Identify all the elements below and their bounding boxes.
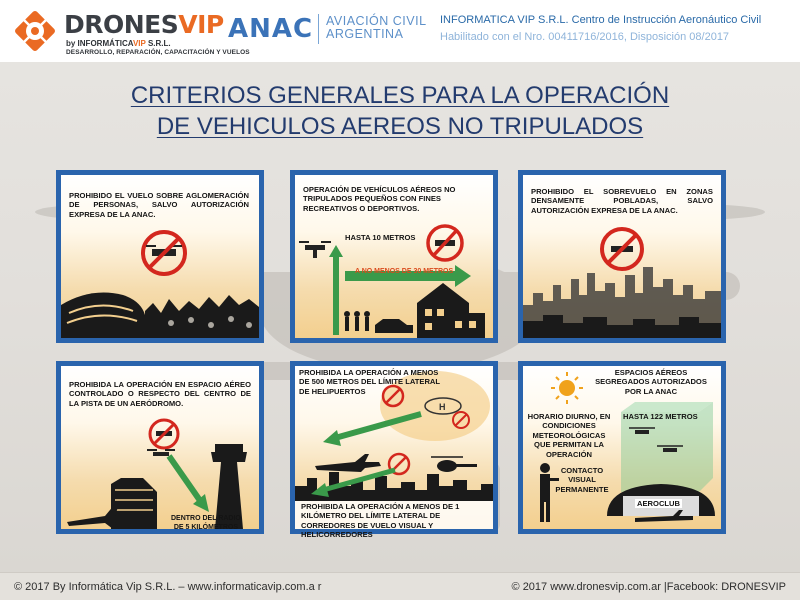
panel-crowds bbox=[56, 170, 264, 343]
footer-bar bbox=[0, 572, 800, 600]
contact-label: CONTACTO VISUAL PERMANENTE bbox=[555, 466, 609, 494]
anac-subtitle-line1: AVIACIÓN CIVIL bbox=[326, 14, 427, 28]
no-drone-sign-icon bbox=[602, 229, 642, 269]
radius-arrow bbox=[169, 456, 201, 502]
panel-aerodrome bbox=[56, 361, 264, 534]
org-info-line1: INFORMATICA VIP S.R.L. Centro de Instrucción Aeronáutico Civil bbox=[440, 14, 762, 26]
brand-tagline: DESARROLLO, REPARACIÓN, CAPACITACIÓN Y VUELOS bbox=[66, 49, 250, 56]
footer-copyright-left: © 2017 By Informática Vip S.R.L. – www.informaticavip.com.a r bbox=[14, 581, 322, 593]
radius-label-line2: DE 5 KILÓMETROS bbox=[173, 524, 239, 531]
radius-label-line1: DENTRO DEL RADIO bbox=[171, 515, 241, 522]
anac-logo-word: ANAC bbox=[228, 14, 314, 44]
panel-recreational-text: OPERACIÓN DE VEHÍCULOS AÉREOS NO TRIPULADOS PEQUEÑOS CON FINES RECREATIVOS O DEPORTIVOS. bbox=[303, 185, 456, 213]
drone-icon bbox=[299, 242, 331, 258]
no-drone-sign-icon bbox=[143, 232, 185, 274]
sun-icon bbox=[551, 372, 583, 404]
panel-segregated-airspace bbox=[518, 361, 726, 534]
distance-limit-label: A NO MENOS DE 30 METROS bbox=[355, 268, 454, 275]
aeroclub-label: AEROCLUB bbox=[637, 499, 681, 508]
panel-crowds-text: PROHIBIDO EL VUELO SOBRE AGLOMERACIÓN DE PERSONAS, SALVO AUTORIZACIÓN EXPRESA DE LA ANAC. bbox=[69, 191, 249, 219]
dronesvip-logo bbox=[14, 8, 250, 58]
dronesvip-wordmark bbox=[64, 10, 224, 39]
brand-by-prefix: by INFORMÁTICA bbox=[66, 39, 133, 48]
title-line1: CRITERIOS GENERALES PARA LA OPERACIÓN bbox=[130, 82, 670, 109]
panel-populated-zones-text: PROHIBIDO EL SOBREVUELO EN ZONAS DENSAMENTE POBLADAS, SALVO AUTORIZACIÓN EXPRESA DE LA ANAC. bbox=[531, 187, 713, 215]
stadium-icon bbox=[61, 293, 145, 338]
car-icon bbox=[375, 319, 413, 333]
brand-by-vip: VIP bbox=[132, 39, 146, 48]
dronesvip-mark-icon bbox=[14, 10, 56, 52]
panel-weather-text: HORARIO DIURNO, EN CONDICIONES METEOROLÓGICAS QUE PERMITAN LA OPERACIÓN bbox=[527, 412, 611, 459]
svg-text:H: H bbox=[439, 402, 446, 412]
brand-byline bbox=[66, 39, 171, 48]
height-limit-label: HASTA 10 METROS bbox=[345, 233, 416, 242]
panel-heliports-corridors bbox=[290, 361, 498, 540]
footer-copyright-right: © 2017 www.dronesvip.com.ar |Facebook: DRONESVIP bbox=[511, 581, 786, 593]
brand-name-vip: VIP bbox=[178, 10, 224, 39]
anac-separator bbox=[318, 14, 319, 44]
no-drone-sign-icon bbox=[150, 420, 178, 448]
crowd-icon bbox=[145, 295, 259, 338]
no-drone-sign-icon bbox=[428, 226, 462, 260]
height-arrow bbox=[333, 255, 339, 335]
anac-subtitle-line2: ARGENTINA bbox=[326, 27, 404, 41]
radius-label bbox=[171, 514, 241, 532]
panel-heliports-text: PROHIBIDA LA OPERACIÓN A MENOS DE 500 METROS DEL LÍMITE LATERAL DE HELIPUERTOS bbox=[299, 368, 440, 396]
people-icon bbox=[344, 311, 370, 331]
jet-icon bbox=[315, 454, 381, 472]
segregated-height-label: HASTA 122 METROS bbox=[623, 412, 698, 421]
brand-by-suffix: S.R.L. bbox=[145, 39, 171, 48]
panel-aerodrome-text: PROHIBIDA LA OPERACIÓN EN ESPACIO AÉREO CONTROLADO O RESPECTO DEL CENTRO DE LA PISTA DE UN AERÓDROMO. bbox=[69, 380, 251, 408]
panel-corridors-text: PROHIBIDA LA OPERACIÓN A MENOS DE 1 KILÓMETRO DEL LÍMITE LATERAL DE CORREDORES DE VUELO VISUAL Y HELICORREDORES bbox=[301, 502, 460, 540]
brand-name-drones: DRONES bbox=[64, 10, 179, 39]
title-line2: DE VEHICULOS AEREOS NO TRIPULADOS bbox=[156, 113, 644, 140]
header-bar bbox=[0, 0, 800, 62]
anac-subtitle bbox=[326, 15, 427, 41]
panel-recreational bbox=[290, 170, 498, 343]
helicopter-icon bbox=[431, 457, 477, 472]
page-title bbox=[100, 80, 700, 142]
org-info-line2: Habilitado con el Nro. 00411716/2016, Disposición 08/2017 bbox=[440, 31, 730, 43]
panel-segregated-text: ESPACIOS AÉREOS SEGREGADOS AUTORIZADOS POR LA ANAC bbox=[595, 368, 707, 396]
org-info bbox=[440, 12, 761, 46]
panel-populated-zones bbox=[518, 170, 726, 343]
